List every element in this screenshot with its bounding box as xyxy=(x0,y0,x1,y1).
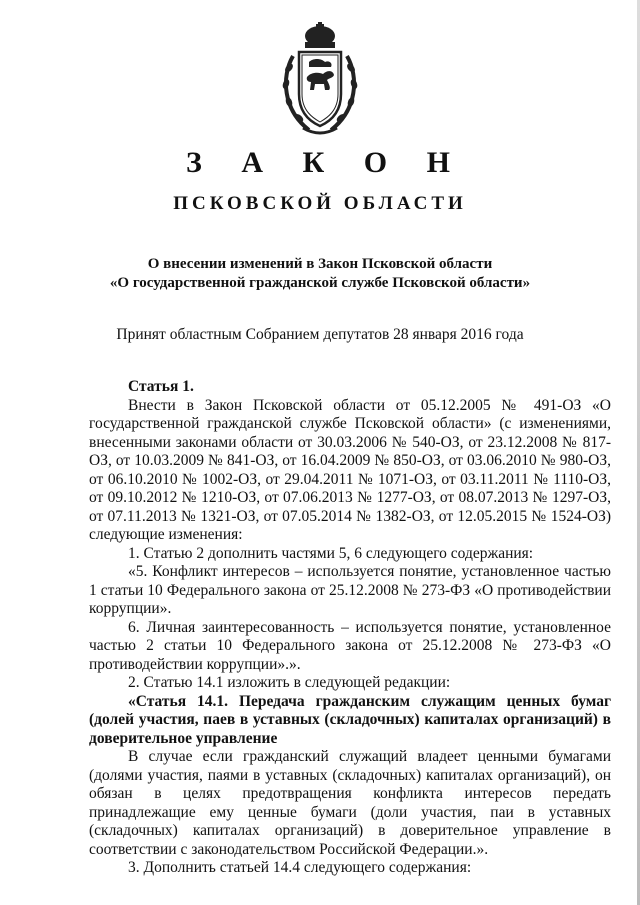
amendment-item-3: 3. Дополнить статьей 14.4 следующего содержания: xyxy=(128,859,472,876)
article-14-1-heading: «Статья 14.1. Передача гражданским служащим ценных бумаг (долей участия, паев в уставных (складочных) капиталах организаций) в доверительное управление xyxy=(89,692,611,747)
law-subject xyxy=(0,255,640,293)
subject-line-1: О внесении изменений в Закон Псковской области xyxy=(147,256,493,272)
article-14-1-text: В случае если гражданский служащий владеет ценными бумагами (долями участия, паями в уставных (складочных) капиталах организаций), он обязан в целях предотвращения конфликта интересов передать принадлежащие ему ценные бумаги (доли участия, паи в уставных (складочных) капиталах организаций) в доверительное управление в соответствии с законодательством Российской Федерации.». xyxy=(89,748,611,858)
law-body xyxy=(89,378,611,878)
subject-line-2: «О государственной гражданской службе Псковской области» xyxy=(109,275,531,291)
amendment-item-1: 1. Статью 2 дополнить частями 5, 6 следующего содержания: xyxy=(128,544,534,562)
adoption-note: Принят областным Собранием депутатов 28 января 2016 года xyxy=(116,326,524,343)
document-title: З А К О Н xyxy=(186,146,466,179)
article-heading: Статья 1. xyxy=(128,378,194,395)
part-5-text: «5. Конфликт интересов – используется понятие, установленное частью 1 статьи 10 Федерального закона от 25.12.2008 № 273-ФЗ «О противодействии коррупции». xyxy=(89,563,611,617)
part-6-text: 6. Личная заинтересованность – используется понятие, установленное частью 2 статьи 10 Федерального закона от 25.12.2008 № 273-ФЗ «О противодействии коррупции».». xyxy=(89,618,611,673)
coat-of-arms-emblem xyxy=(279,22,361,142)
amendment-item-2: 2. Статью 14.1 изложить в следующей редакции: xyxy=(128,674,451,691)
region-title: ПСКОВСКОЙ ОБЛАСТИ xyxy=(173,193,467,214)
article-intro: Внести в Закон Псковской области от 05.12.2005 № 491-ОЗ «О государственной гражданской службе Псковской области» (с изменениями, внесенными законами области от 30.03.2006 № 540-ОЗ, от 23.12.2008 № 817-ОЗ, от 10.03.2009 № 841-ОЗ, от 16.04.2009 № 850-ОЗ, от 03.06.2010 № 980-ОЗ, от 06.10.2010 № 1002-ОЗ, от 29.04.2011 № 1071-ОЗ, от 03.11.2011 № 1110-ОЗ, от 09.10.2012 № 1210-ОЗ, от 07.06.2013 № 1277-ОЗ, от 08.07.2013 № 1297-ОЗ, от 07.11.2013 № 1321-ОЗ, от 07.05.2014 № 1382-ОЗ, от 12.05.2015 № 1524-ОЗ) следующие изменения: xyxy=(89,396,611,543)
